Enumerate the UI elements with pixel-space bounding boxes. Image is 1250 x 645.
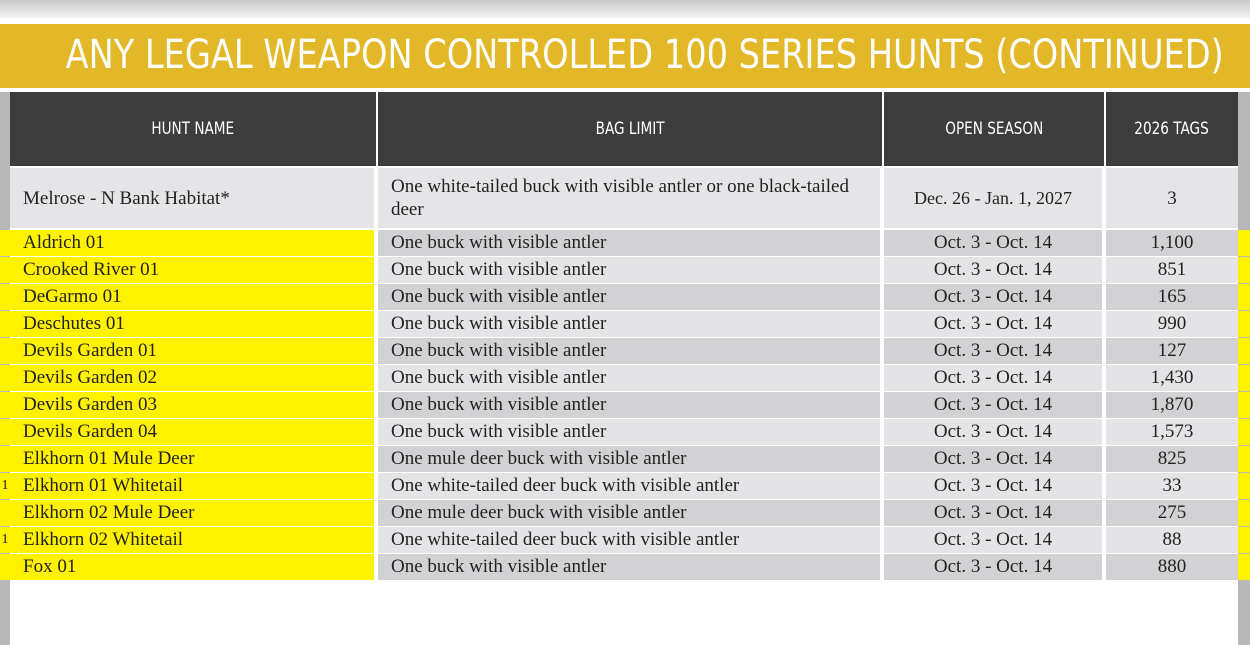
cell-tags: 1,100 <box>1106 230 1238 256</box>
top-shadow <box>0 0 1250 18</box>
cell-open-season: Oct. 3 - Oct. 14 <box>884 500 1102 526</box>
table-row <box>0 419 1250 445</box>
left-highlight-mark <box>0 311 10 337</box>
right-highlight-mark <box>1238 230 1250 256</box>
right-highlight-mark <box>1238 419 1250 445</box>
cell-tags: 3 <box>1106 168 1238 228</box>
right-highlight-mark <box>1238 392 1250 418</box>
cell-hunt-name: DeGarmo 01 <box>10 284 374 310</box>
left-highlight-mark <box>0 419 10 445</box>
cell-open-season: Oct. 3 - Oct. 14 <box>884 284 1102 310</box>
cell-bag-limit: One buck with visible antler <box>378 284 880 310</box>
table-row <box>0 446 1250 472</box>
cell-tags: 1,573 <box>1106 419 1238 445</box>
cell-bag-limit: One buck with visible antler <box>378 230 880 256</box>
cell-open-season: Oct. 3 - Oct. 14 <box>884 311 1102 337</box>
table-row <box>0 392 1250 418</box>
cell-hunt-name: Elkhorn 02 Whitetail <box>10 527 374 553</box>
cell-hunt-name: Melrose - N Bank Habitat* <box>10 168 374 228</box>
cell-tags: 88 <box>1106 527 1238 553</box>
cell-bag-limit: One buck with visible antler <box>378 554 880 580</box>
right-highlight-mark <box>1238 554 1250 580</box>
cell-open-season: Oct. 3 - Oct. 14 <box>884 338 1102 364</box>
cell-hunt-name: Crooked River 01 <box>10 257 374 283</box>
table-row <box>0 257 1250 283</box>
cell-bag-limit: One mule deer buck with visible antler <box>378 446 880 472</box>
cell-tags: 127 <box>1106 338 1238 364</box>
cell-tags: 880 <box>1106 554 1238 580</box>
header-tags: 2026 TAGS <box>1134 119 1210 139</box>
table-row <box>0 554 1250 580</box>
right-highlight-mark <box>1238 446 1250 472</box>
right-highlight-mark <box>1238 311 1250 337</box>
cell-open-season: Oct. 3 - Oct. 14 <box>884 446 1102 472</box>
table-row <box>0 168 1250 228</box>
cell-bag-limit: One buck with visible antler <box>378 365 880 391</box>
table-header <box>10 92 1238 166</box>
right-highlight-mark <box>1238 365 1250 391</box>
section-banner <box>0 24 1250 88</box>
cell-hunt-name: Devils Garden 02 <box>10 365 374 391</box>
cell-bag-limit: One buck with visible antler <box>378 311 880 337</box>
header-hunt-name: HUNT NAME <box>151 119 235 139</box>
header-open-season: OPEN SEASON <box>944 119 1044 139</box>
left-highlight-mark <box>0 338 10 364</box>
right-highlight-mark <box>1238 284 1250 310</box>
cell-open-season: Oct. 3 - Oct. 14 <box>884 554 1102 580</box>
cell-tags: 1,870 <box>1106 392 1238 418</box>
cell-bag-limit: One buck with visible antler <box>378 257 880 283</box>
table-row <box>0 230 1250 256</box>
cell-hunt-name: Fox 01 <box>10 554 374 580</box>
table-row <box>0 527 1250 553</box>
table-row <box>0 473 1250 499</box>
cell-open-season: Oct. 3 - Oct. 14 <box>884 392 1102 418</box>
table-row <box>0 365 1250 391</box>
table-row <box>0 500 1250 526</box>
cell-hunt-name: Devils Garden 01 <box>10 338 374 364</box>
cell-hunt-name: Elkhorn 01 Mule Deer <box>10 446 374 472</box>
cell-bag-limit: One white-tailed deer buck with visible antler <box>378 473 880 499</box>
cell-bag-limit: One buck with visible antler <box>378 338 880 364</box>
cell-open-season: Oct. 3 - Oct. 14 <box>884 365 1102 391</box>
cell-bag-limit: One white-tailed deer buck with visible antler <box>378 527 880 553</box>
cell-open-season: Oct. 3 - Oct. 14 <box>884 230 1102 256</box>
cell-tags: 165 <box>1106 284 1238 310</box>
cell-tags: 825 <box>1106 446 1238 472</box>
table-row <box>0 284 1250 310</box>
cell-hunt-name: Aldrich 01 <box>10 230 374 256</box>
cell-bag-limit: One white-tailed buck with visible antler or one black-tailed deer <box>378 168 880 228</box>
cell-hunt-name: Elkhorn 01 Whitetail <box>10 473 374 499</box>
table-row <box>0 338 1250 364</box>
right-highlight-mark <box>1238 473 1250 499</box>
left-highlight-mark <box>0 284 10 310</box>
right-highlight-mark <box>1238 500 1250 526</box>
right-highlight-mark <box>1238 257 1250 283</box>
cell-open-season: Oct. 3 - Oct. 14 <box>884 527 1102 553</box>
cell-tags: 990 <box>1106 311 1238 337</box>
cell-open-season: Dec. 26 - Jan. 1, 2027 <box>884 168 1102 228</box>
cell-bag-limit: One buck with visible antler <box>378 419 880 445</box>
left-highlight-mark <box>0 257 10 283</box>
banner-title: ANY LEGAL WEAPON CONTROLLED 100 SERIES HUNTS (CONTINUED) <box>65 32 1224 78</box>
cell-bag-limit: One mule deer buck with visible antler <box>378 500 880 526</box>
left-highlight-mark <box>0 446 10 472</box>
cell-hunt-name: Deschutes 01 <box>10 311 374 337</box>
right-highlight-mark <box>1238 338 1250 364</box>
cell-open-season: Oct. 3 - Oct. 14 <box>884 419 1102 445</box>
cell-tags: 33 <box>1106 473 1238 499</box>
table-row <box>0 311 1250 337</box>
cell-tags: 1,430 <box>1106 365 1238 391</box>
left-highlight-mark <box>0 392 10 418</box>
right-highlight-mark <box>1238 527 1250 553</box>
left-highlight-mark <box>0 230 10 256</box>
cell-bag-limit: One buck with visible antler <box>378 392 880 418</box>
cell-hunt-name: Devils Garden 04 <box>10 419 374 445</box>
margin-mark: 1 <box>1 478 9 493</box>
left-highlight-mark <box>0 554 10 580</box>
cell-open-season: Oct. 3 - Oct. 14 <box>884 473 1102 499</box>
left-highlight-mark <box>0 500 10 526</box>
cell-hunt-name: Elkhorn 02 Mule Deer <box>10 500 374 526</box>
cell-hunt-name: Devils Garden 03 <box>10 392 374 418</box>
left-highlight-mark <box>0 365 10 391</box>
cell-open-season: Oct. 3 - Oct. 14 <box>884 257 1102 283</box>
margin-mark: 1 <box>1 532 9 547</box>
cell-tags: 275 <box>1106 500 1238 526</box>
table-body <box>0 168 1250 581</box>
cell-tags: 851 <box>1106 257 1238 283</box>
header-bag-limit: BAG LIMIT <box>595 119 665 139</box>
